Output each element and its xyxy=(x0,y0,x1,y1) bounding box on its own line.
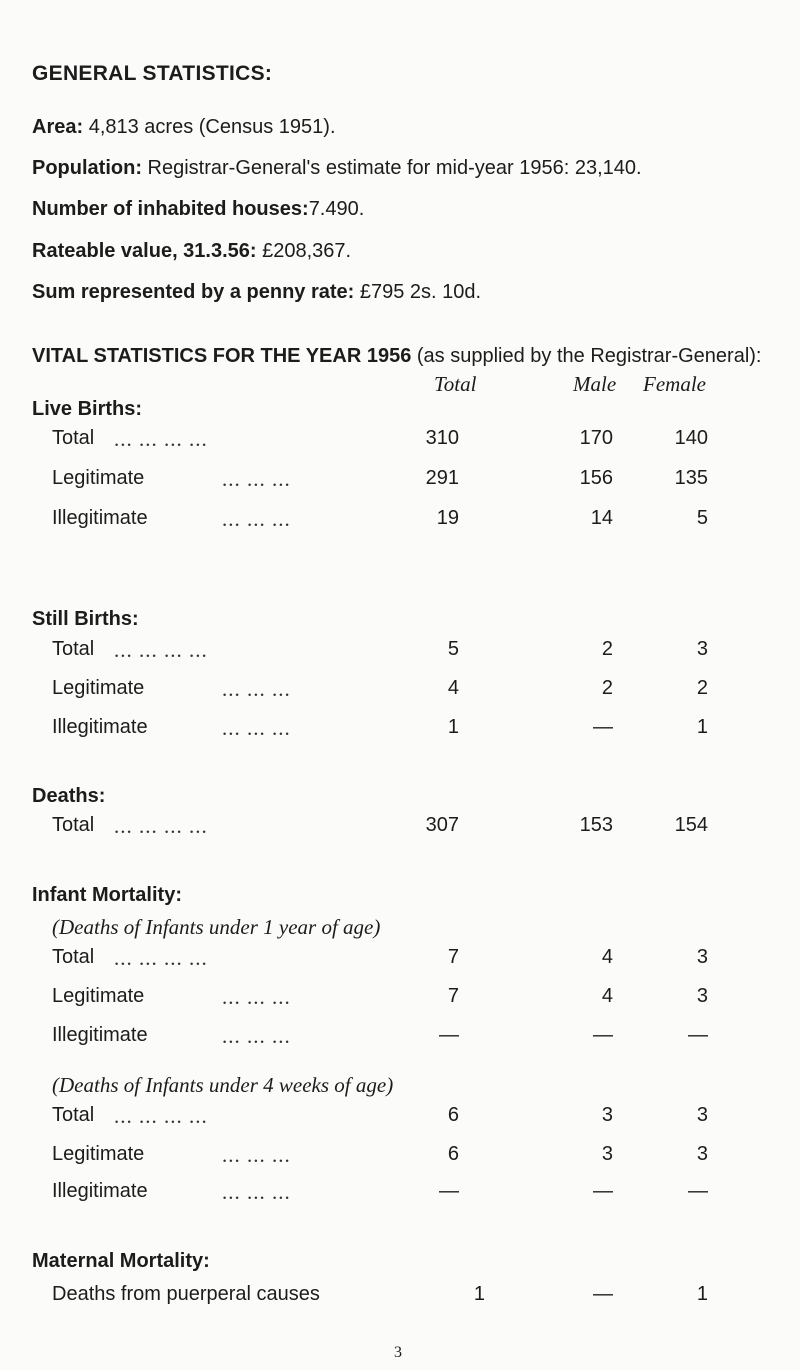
maternal-mortality-heading: Maternal Mortality: xyxy=(32,1250,210,1272)
cell-total: 6 xyxy=(447,1143,459,1165)
table-row xyxy=(0,1143,800,1173)
cell-total: 7 xyxy=(447,946,459,968)
cell-male: 14 xyxy=(590,507,613,529)
leader-dots: ... ... ... xyxy=(222,1024,291,1048)
table-row xyxy=(0,1024,800,1054)
row-label: Total xyxy=(52,638,95,660)
cell-female: 1 xyxy=(696,1283,708,1305)
infant-mortality-heading: Infant Mortality: xyxy=(32,884,182,906)
cell-total: 5 xyxy=(447,638,459,660)
leader-dots: ... ... ... ... xyxy=(114,814,208,838)
table-row xyxy=(0,1283,800,1313)
table-row xyxy=(0,1104,800,1134)
population-line xyxy=(32,157,642,180)
houses-line xyxy=(32,198,364,221)
cell-female: 3 xyxy=(696,1143,708,1165)
table-row xyxy=(0,716,800,746)
cell-total: 1 xyxy=(447,716,459,738)
cell-total: 7 xyxy=(447,985,459,1007)
cell-male: — xyxy=(593,1283,613,1305)
deaths-heading: Deaths: xyxy=(32,785,106,807)
penny-rate-line xyxy=(32,281,481,304)
column-header-female: Female xyxy=(643,372,706,396)
cell-total: 310 xyxy=(425,427,459,449)
cell-male: 4 xyxy=(601,946,613,968)
leader-dots: ... ... ... ... xyxy=(114,427,208,451)
vital-statistics-heading xyxy=(32,344,782,369)
cell-total: 4 xyxy=(447,677,459,699)
leader-dots: ... ... ... xyxy=(222,1180,291,1204)
row-label: Illegitimate xyxy=(52,716,148,738)
cell-total: — xyxy=(439,1180,459,1202)
cell-male: 2 xyxy=(601,677,613,699)
still-births-heading: Still Births: xyxy=(32,608,139,630)
row-label: Total xyxy=(52,1104,95,1126)
cell-female: 140 xyxy=(674,427,708,449)
cell-female: — xyxy=(688,1024,708,1046)
cell-female: 135 xyxy=(674,467,708,489)
cell-male: 2 xyxy=(601,638,613,660)
row-label: Illegitimate xyxy=(52,507,148,529)
cell-female: 3 xyxy=(696,1104,708,1126)
infant-under-1-year-note: (Deaths of Infants under 1 year of age) xyxy=(52,915,381,939)
cell-male: 3 xyxy=(601,1143,613,1165)
cell-female: 3 xyxy=(696,638,708,660)
row-label: Legitimate xyxy=(52,1143,145,1165)
cell-male: 4 xyxy=(601,985,613,1007)
column-header-total: Total xyxy=(434,372,477,396)
leader-dots: ... ... ... xyxy=(222,716,291,740)
leader-dots: ... ... ... xyxy=(222,677,291,701)
table-row xyxy=(0,946,800,976)
cell-total: 307 xyxy=(425,814,459,836)
area-value: 4,813 acres (Census 1951). xyxy=(83,116,336,138)
page-title: GENERAL STATISTICS: xyxy=(32,62,273,85)
rateable-value: £208,367. xyxy=(256,240,352,262)
row-label: Total xyxy=(52,946,95,968)
vital-heading-rest: (as supplied by the Registrar-General): xyxy=(411,345,762,367)
cell-total: — xyxy=(439,1024,459,1046)
cell-male: 3 xyxy=(601,1104,613,1126)
cell-male: — xyxy=(593,1024,613,1046)
cell-male: 170 xyxy=(579,427,613,449)
row-label: Legitimate xyxy=(52,985,145,1007)
page-number: 3 xyxy=(394,1344,402,1361)
rateable-label: Rateable value, 31.3.56: xyxy=(32,240,257,262)
table-row xyxy=(0,467,800,497)
cell-female: 154 xyxy=(674,814,708,836)
table-row xyxy=(0,427,800,457)
vital-heading-bold: VITAL STATISTICS FOR THE YEAR 1956 xyxy=(32,345,412,367)
leader-dots: ... ... ... xyxy=(222,985,291,1009)
area-line xyxy=(32,116,336,139)
table-row xyxy=(0,985,800,1015)
table-row xyxy=(0,677,800,707)
row-label: Legitimate xyxy=(52,467,145,489)
cell-male: 156 xyxy=(579,467,613,489)
cell-male: — xyxy=(593,716,613,738)
cell-total: 19 xyxy=(436,507,459,529)
population-value: Registrar-General's estimate for mid-year 1956: 23,140. xyxy=(141,157,642,179)
houses-label: Number of inhabited houses: xyxy=(32,198,309,220)
live-births-heading: Live Births: xyxy=(32,398,143,420)
row-label: Total xyxy=(52,814,95,836)
leader-dots: ... ... ... xyxy=(222,507,291,531)
leader-dots: ... ... ... ... xyxy=(114,638,208,662)
cell-total: 1 xyxy=(473,1283,485,1305)
cell-total: 291 xyxy=(425,467,459,489)
cell-female: 2 xyxy=(696,677,708,699)
cell-male: — xyxy=(593,1180,613,1202)
population-label: Population: xyxy=(32,157,142,179)
column-header-male: Male xyxy=(573,372,617,396)
cell-female: 3 xyxy=(696,985,708,1007)
row-label: Illegitimate xyxy=(52,1180,148,1202)
row-label: Total xyxy=(52,427,95,449)
penny-rate-value: £795 2s. 10d. xyxy=(354,281,482,303)
cell-female: — xyxy=(688,1180,708,1202)
houses-value: 7.490. xyxy=(308,198,365,220)
leader-dots: ... ... ... ... xyxy=(114,946,208,970)
penny-rate-label: Sum represented by a penny rate: xyxy=(32,281,355,303)
table-row xyxy=(0,507,800,537)
cell-total: 6 xyxy=(447,1104,459,1126)
cell-male: 153 xyxy=(579,814,613,836)
area-label: Area: xyxy=(32,116,84,138)
row-label: Legitimate xyxy=(52,677,145,699)
cell-female: 5 xyxy=(696,507,708,529)
cell-female: 1 xyxy=(696,716,708,738)
row-label: Illegitimate xyxy=(52,1024,148,1046)
rateable-line xyxy=(32,240,351,263)
table-row xyxy=(0,1180,800,1210)
leader-dots: ... ... ... xyxy=(222,1143,291,1167)
cell-female: 3 xyxy=(696,946,708,968)
table-row xyxy=(0,814,800,844)
row-label: Deaths from puerperal causes xyxy=(52,1283,320,1305)
leader-dots: ... ... ... xyxy=(222,467,291,491)
leader-dots: ... ... ... ... xyxy=(114,1104,208,1128)
infant-under-4-weeks-note: (Deaths of Infants under 4 weeks of age) xyxy=(52,1073,394,1097)
table-row xyxy=(0,638,800,668)
